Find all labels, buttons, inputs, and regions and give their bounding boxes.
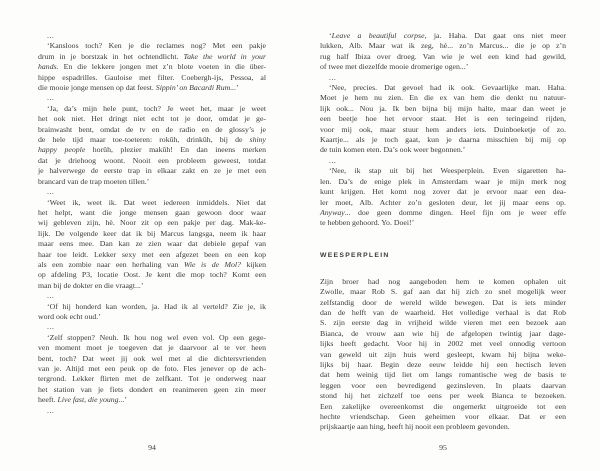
text-line xyxy=(320,198,566,208)
body-text: brainwasht bent, omdat de tv en de radio en de glossy’s je xyxy=(38,124,266,134)
page-right-text xyxy=(320,31,566,433)
body-text: zelfstandig door de wereld wilde bewegen. Dat is iets minder xyxy=(320,297,566,307)
text-line xyxy=(38,83,266,93)
italic-text: Live fast, die young... xyxy=(57,395,125,405)
text-line xyxy=(320,412,566,422)
body-text: ‘ xyxy=(329,31,332,40)
body-text: ’ xyxy=(124,395,128,405)
ellipsis-separator: ... xyxy=(47,187,55,197)
text-line xyxy=(320,391,566,401)
italic-text: shiny xyxy=(249,135,266,145)
text-line xyxy=(320,145,566,155)
body-text: leggen voor een bevredigend gezinsleven. In plaats daarvan xyxy=(320,380,566,390)
text-line xyxy=(38,166,266,176)
paragraph xyxy=(38,198,266,292)
text-line xyxy=(38,354,266,364)
page-number-label: 95 xyxy=(439,443,447,452)
text-line xyxy=(38,177,266,187)
body-text: ‘Ja, da’s mijn hele punt, toch? Je weet het, maar je weet xyxy=(47,103,266,113)
text-line xyxy=(38,41,266,51)
body-text: Kaartje... als je toch gaat, kun je daarna misschien bij mij op xyxy=(320,135,566,145)
text-line xyxy=(320,402,566,412)
body-text: prijskaartje aan hing, heeft hij nooit een probleem gevonden. xyxy=(320,422,510,432)
text-line xyxy=(38,114,266,124)
italic-text: Leave a beautiful corpse xyxy=(331,31,425,40)
text-line xyxy=(38,250,266,260)
text-line xyxy=(320,360,566,370)
text-line xyxy=(320,104,566,114)
ellipsis-separator: ... xyxy=(329,72,337,82)
text-line xyxy=(320,277,566,287)
body-text: voor mij ook, maar stuur hem anders iets. Duinboeketje of zo. xyxy=(320,124,566,134)
text-line xyxy=(320,218,566,228)
ellipsis-separator: ... xyxy=(329,155,337,165)
ellipsis-separator: ... xyxy=(47,93,55,103)
body-text: ‘Kansloos toch? Ken je die reclames nog? Met een pakje xyxy=(47,41,266,51)
body-text: kunt krijgen. Het komt nog zover dat je ervoor naar een dea- xyxy=(320,187,566,197)
ellipsis-separator: ... xyxy=(47,31,55,40)
text-line xyxy=(38,73,266,83)
text-line xyxy=(320,287,566,297)
italic-text: Wie is de Mol? xyxy=(183,259,241,269)
text-line xyxy=(38,104,266,114)
body-text: het helpt, want die jonge mensen gaan gewoon door waar xyxy=(38,207,266,217)
text-line xyxy=(38,281,266,291)
body-text: heeft. xyxy=(38,395,58,405)
text-line xyxy=(320,41,566,51)
text-line xyxy=(38,229,266,239)
section-heading: WEESPERPLEIN xyxy=(320,251,390,259)
body-text: stond hij het zichzelf toe eens per week Bianca te bezoeken. xyxy=(320,391,566,401)
text-line xyxy=(320,339,566,349)
text-line xyxy=(320,31,566,41)
text-line xyxy=(38,395,266,405)
text-line xyxy=(38,135,266,145)
text-line xyxy=(320,298,566,308)
body-text: bent, toch? Dat weet jij ook wel met al die dichtersvrienden xyxy=(38,353,266,363)
text-line xyxy=(320,177,566,187)
body-text: lijks bij haar. Begin deze eeuw leidde hij een hectisch leven xyxy=(320,359,566,369)
body-text: op afdeling P3, locatie Oost. Je kent die mop toch? Komt een xyxy=(38,270,266,280)
body-text: de tuin komen eten. Da’s ook weer begonnen.’ xyxy=(320,145,466,155)
text-line xyxy=(38,208,266,218)
text-line xyxy=(38,156,266,166)
text-line xyxy=(320,422,566,432)
body-text: die mooie jonge mensen op dat feest. xyxy=(38,83,156,93)
text-line xyxy=(320,166,566,176)
italic-text: Anyway xyxy=(320,207,345,217)
body-text: maar eens mee. Dan kan ze zien waar dat debiele gepaf van xyxy=(38,239,266,249)
text-line xyxy=(38,62,266,72)
italic-text: Take the world in your xyxy=(183,51,266,61)
body-text: brancard van de trap moeten tillen.’ xyxy=(38,176,150,186)
body-text: man bij de dokter en die vraagt...’ xyxy=(38,280,144,290)
text-line xyxy=(320,52,566,62)
body-text: je halverwege de eerste trap in elkaar zakt en ze je met een xyxy=(38,166,266,176)
body-text: tergrond. Lekker flirten met de zelfkant. Tot je onderweg naar xyxy=(38,374,266,384)
body-text: dan de helft van de waarheid. Het volledige verhaal is dat Rob xyxy=(320,307,566,317)
text-line xyxy=(320,83,566,93)
text-line xyxy=(38,333,266,343)
body-text: ‘Nee, ik stap uit bij het Weesperplein. Even sigaretten ha- xyxy=(329,166,566,176)
text-line xyxy=(320,370,566,380)
page-number-label: 94 xyxy=(148,443,156,452)
body-text: als een zombie naar een herhaling van xyxy=(38,259,184,269)
text-line xyxy=(320,93,566,103)
body-text: haar toe leidt. Lekker sexy met een afgezet been en een kop xyxy=(38,249,266,259)
text-line xyxy=(38,198,266,208)
body-text: wij gebleven zijn, hè. Noor zit op een pakje per dag. Mak-ke- xyxy=(38,218,266,228)
body-text: ‘Of hij honderd kan worden, ja. Had ik al verteld? Zie je, ik xyxy=(47,301,266,311)
italic-text: Sippin’ on Bacardi Rum... xyxy=(155,83,237,93)
text-line xyxy=(320,308,566,318)
paragraph xyxy=(320,83,566,156)
body-text: drum in je borstzak in het ochtendlicht. xyxy=(38,51,184,61)
page-number-right xyxy=(320,443,566,452)
text-line xyxy=(320,62,566,72)
body-text: len. Da’s de enige plek in Amsterdam waar je mijn merk nog xyxy=(320,176,566,186)
italic-text: hands. xyxy=(38,62,59,72)
body-text: Zijn broer had nog aangeboden hem te komen ophalen uit xyxy=(320,276,566,286)
body-text: En die lekkere jongen met z’n blote voeten in die über- xyxy=(58,62,266,72)
text-line xyxy=(320,318,566,328)
body-text: de hele tijd maar toe-toeteren: rokûh, drinkûh, bij de xyxy=(38,135,250,145)
text-line xyxy=(320,329,566,339)
body-text: ler moet, Alb. Achter zo’n gesloten deur, let jij maar eens op. xyxy=(320,197,566,207)
paragraph xyxy=(38,302,266,323)
body-text: ’ xyxy=(236,83,239,93)
body-text: lukken, Alb. Maar wat ik zeg, hè... zo’n Marcus... die je op z’n xyxy=(320,41,566,51)
paragraph xyxy=(38,333,266,406)
paragraph xyxy=(320,31,566,73)
text-line xyxy=(320,114,566,124)
ellipsis-separator: ... xyxy=(47,291,55,301)
text-line xyxy=(38,312,266,322)
page-number-left xyxy=(38,443,266,452)
body-text: ‘Zelf stoppen? Neuh. Ik hou nog wel even vol. Op een gege- xyxy=(47,332,266,342)
text-line xyxy=(38,125,266,135)
body-text: hippe espadrilles. Gauloise met filter. Coebergh-ijs, Pessoa, al xyxy=(38,72,266,82)
text-line xyxy=(320,381,566,391)
body-text: word ook echt oud.’ xyxy=(38,311,101,321)
body-text: het station van je fiets dondert en reanimeren geen zin meer xyxy=(38,384,266,394)
italic-text: happy people xyxy=(38,145,86,155)
body-text: lijk. De volgende keer dat ik bij Marcus langsga, neem ik haar xyxy=(38,228,266,238)
text-line xyxy=(320,208,566,218)
paragraph xyxy=(38,41,266,93)
text-line xyxy=(38,239,266,249)
body-text: rug half Ibiza over droeg. Van wie je wel een kind had gewild, xyxy=(320,51,566,61)
paragraph xyxy=(320,166,566,228)
body-text: dat hem weinig tijd liet om langs romantische weg de basis te xyxy=(320,370,566,380)
body-text: of twee met diezelfde mooie dromerige ogen...’ xyxy=(320,62,469,72)
body-text: horûh, plezier makûh! En dan ineens merken xyxy=(85,145,266,155)
body-text: te hebben gehoord. Yo. Doei!’ xyxy=(320,218,415,228)
paragraph xyxy=(38,104,266,187)
body-text: dat je driehoog woont. Nooit een probleem geweest, totdat xyxy=(38,155,266,165)
page-left-text xyxy=(38,31,266,416)
text-line xyxy=(320,125,566,135)
body-text: ‘Nee, precies. Dat gevoel had ik ook. Gevaarlijke man. Haha. xyxy=(329,83,566,93)
body-text: hechte vriendschap. Geen geheimen voor elkaar. Dat er een xyxy=(320,412,566,421)
body-text: Moet je hem nu zien. En die ex van hem die denkt nu natuur- xyxy=(320,93,566,103)
text-line xyxy=(38,145,266,155)
text-line xyxy=(38,218,266,228)
body-text: Een zakelijke overeenkomst die ongemerkt uitgroeide tot een xyxy=(320,401,566,411)
body-text: kijken xyxy=(241,259,266,269)
ellipsis-separator: ... xyxy=(47,322,55,332)
text-line xyxy=(38,52,266,62)
body-text: ven moment moet je toegeven dat je daarvoor al te ver heen xyxy=(38,343,266,353)
body-text: S. zijn eerste dag in vrijheid wilde vieren met een bezoek aan xyxy=(320,318,566,328)
text-line xyxy=(320,350,566,360)
text-line xyxy=(38,364,266,374)
body-text: van je. Altijd met een peuk op de foto. Fles jenever op de ach- xyxy=(38,364,266,373)
paragraph xyxy=(320,277,566,433)
body-text: , ja. Haha. Dat gaat ons niet meer xyxy=(424,31,566,40)
body-text: ‘Weet ik, weet ik. Dat weet iedereen inmiddels. Niet dat xyxy=(47,197,266,207)
body-text: van geweld uit zijn huis werd gesleept, kwam hij bijna weke- xyxy=(320,349,566,359)
body-text: Bianca, de vrouw aan wie hij de afgelopen twintig jaar dage- xyxy=(320,328,566,338)
ellipsis-separator: ... xyxy=(47,405,55,415)
body-text: lijks heeft gedacht. Voor hij in 2002 met veel onnodig vertoon xyxy=(320,339,566,349)
text-line xyxy=(38,302,266,312)
text-line xyxy=(320,135,566,145)
body-text: het ook niet. Het dringt niet echt tot je door, omdat je ge- xyxy=(38,114,266,124)
text-line xyxy=(38,374,266,384)
body-text: ... doe geen domme dingen. Heel fijn om je weer effe xyxy=(344,207,566,217)
text-line xyxy=(38,385,266,395)
body-text: Zwolle, maar Rob S. gaf aan dat hij zich zo snel mogelijk weer xyxy=(320,287,566,297)
body-text: lijk ook... Nou ja. Ik ben bijna bij mijn halte, maar dan weet je xyxy=(320,103,566,113)
text-line xyxy=(320,187,566,197)
text-line xyxy=(38,343,266,353)
text-line xyxy=(38,260,266,270)
body-text: een beetje hoe het ervoor staat. Het is een teringeind rijden, xyxy=(320,114,566,124)
text-line xyxy=(38,270,266,280)
